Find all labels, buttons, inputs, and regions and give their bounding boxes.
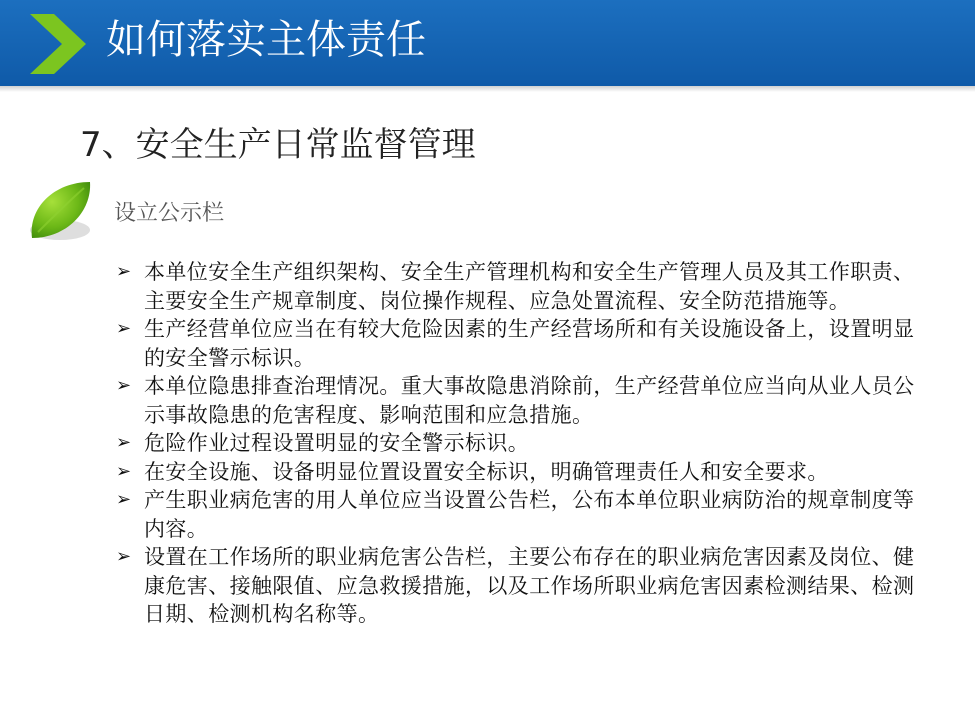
list-item-text: 设置在工作场所的职业病危害公告栏，主要公布存在的职业病危害因素及岗位、健康危害、接触限值、应急救援措施，以及工作场所职业病危害因素检测结果、检测日期、检测机构名称等。 — [144, 545, 915, 626]
list-item — [116, 258, 916, 315]
list-item — [116, 315, 916, 372]
list-item — [116, 458, 916, 487]
list-item-text: 本单位安全生产组织架构、安全生产管理机构和安全生产管理人员及其工作职责、主要安全生产规章制度、岗位操作规程、应急处置流程、安全防范措施等。 — [144, 260, 915, 313]
page-title: 如何落实主体责任 — [106, 17, 426, 63]
list-item — [116, 543, 916, 629]
arrow-bullet-icon: ➢ — [116, 546, 132, 567]
list-item — [116, 372, 916, 429]
section-title: 7、安全生产日常监督管理 — [80, 125, 476, 165]
chevron-right-icon — [30, 14, 86, 74]
list-item-text: 本单位隐患排查治理情况。重大事故隐患消除前，生产经营单位应当向从业人员公示事故隐患的危害程度、影响范围和应急措施。 — [144, 374, 915, 427]
arrow-bullet-icon: ➢ — [116, 432, 132, 453]
arrow-bullet-icon: ➢ — [116, 460, 132, 482]
arrow-bullet-icon: ➢ — [116, 261, 132, 282]
arrow-bullet-icon: ➢ — [116, 318, 132, 339]
list-item — [116, 486, 916, 543]
list-item-text: 生产经营单位应当在有较大危险因素的生产经营场所和有关设施设备上，设置明显的安全警示标识。 — [144, 317, 915, 370]
list-item — [116, 429, 916, 458]
green-leaf-icon — [24, 178, 96, 248]
arrow-bullet-icon: ➢ — [116, 489, 132, 510]
header-shadow — [0, 86, 975, 92]
bullet-list — [116, 258, 916, 629]
list-item-text: 在安全设施、设备明显位置设置安全标识，明确管理责任人和安全要求。 — [144, 459, 829, 484]
list-item-text: 危险作业过程设置明显的安全警示标识。 — [144, 431, 530, 455]
arrow-bullet-icon: ➢ — [116, 375, 132, 396]
subsection-title: 设立公示栏 — [114, 201, 225, 226]
list-item-text: 产生职业病危害的用人单位应当设置公告栏，公布本单位职业病防治的规章制度等内容。 — [144, 488, 915, 541]
